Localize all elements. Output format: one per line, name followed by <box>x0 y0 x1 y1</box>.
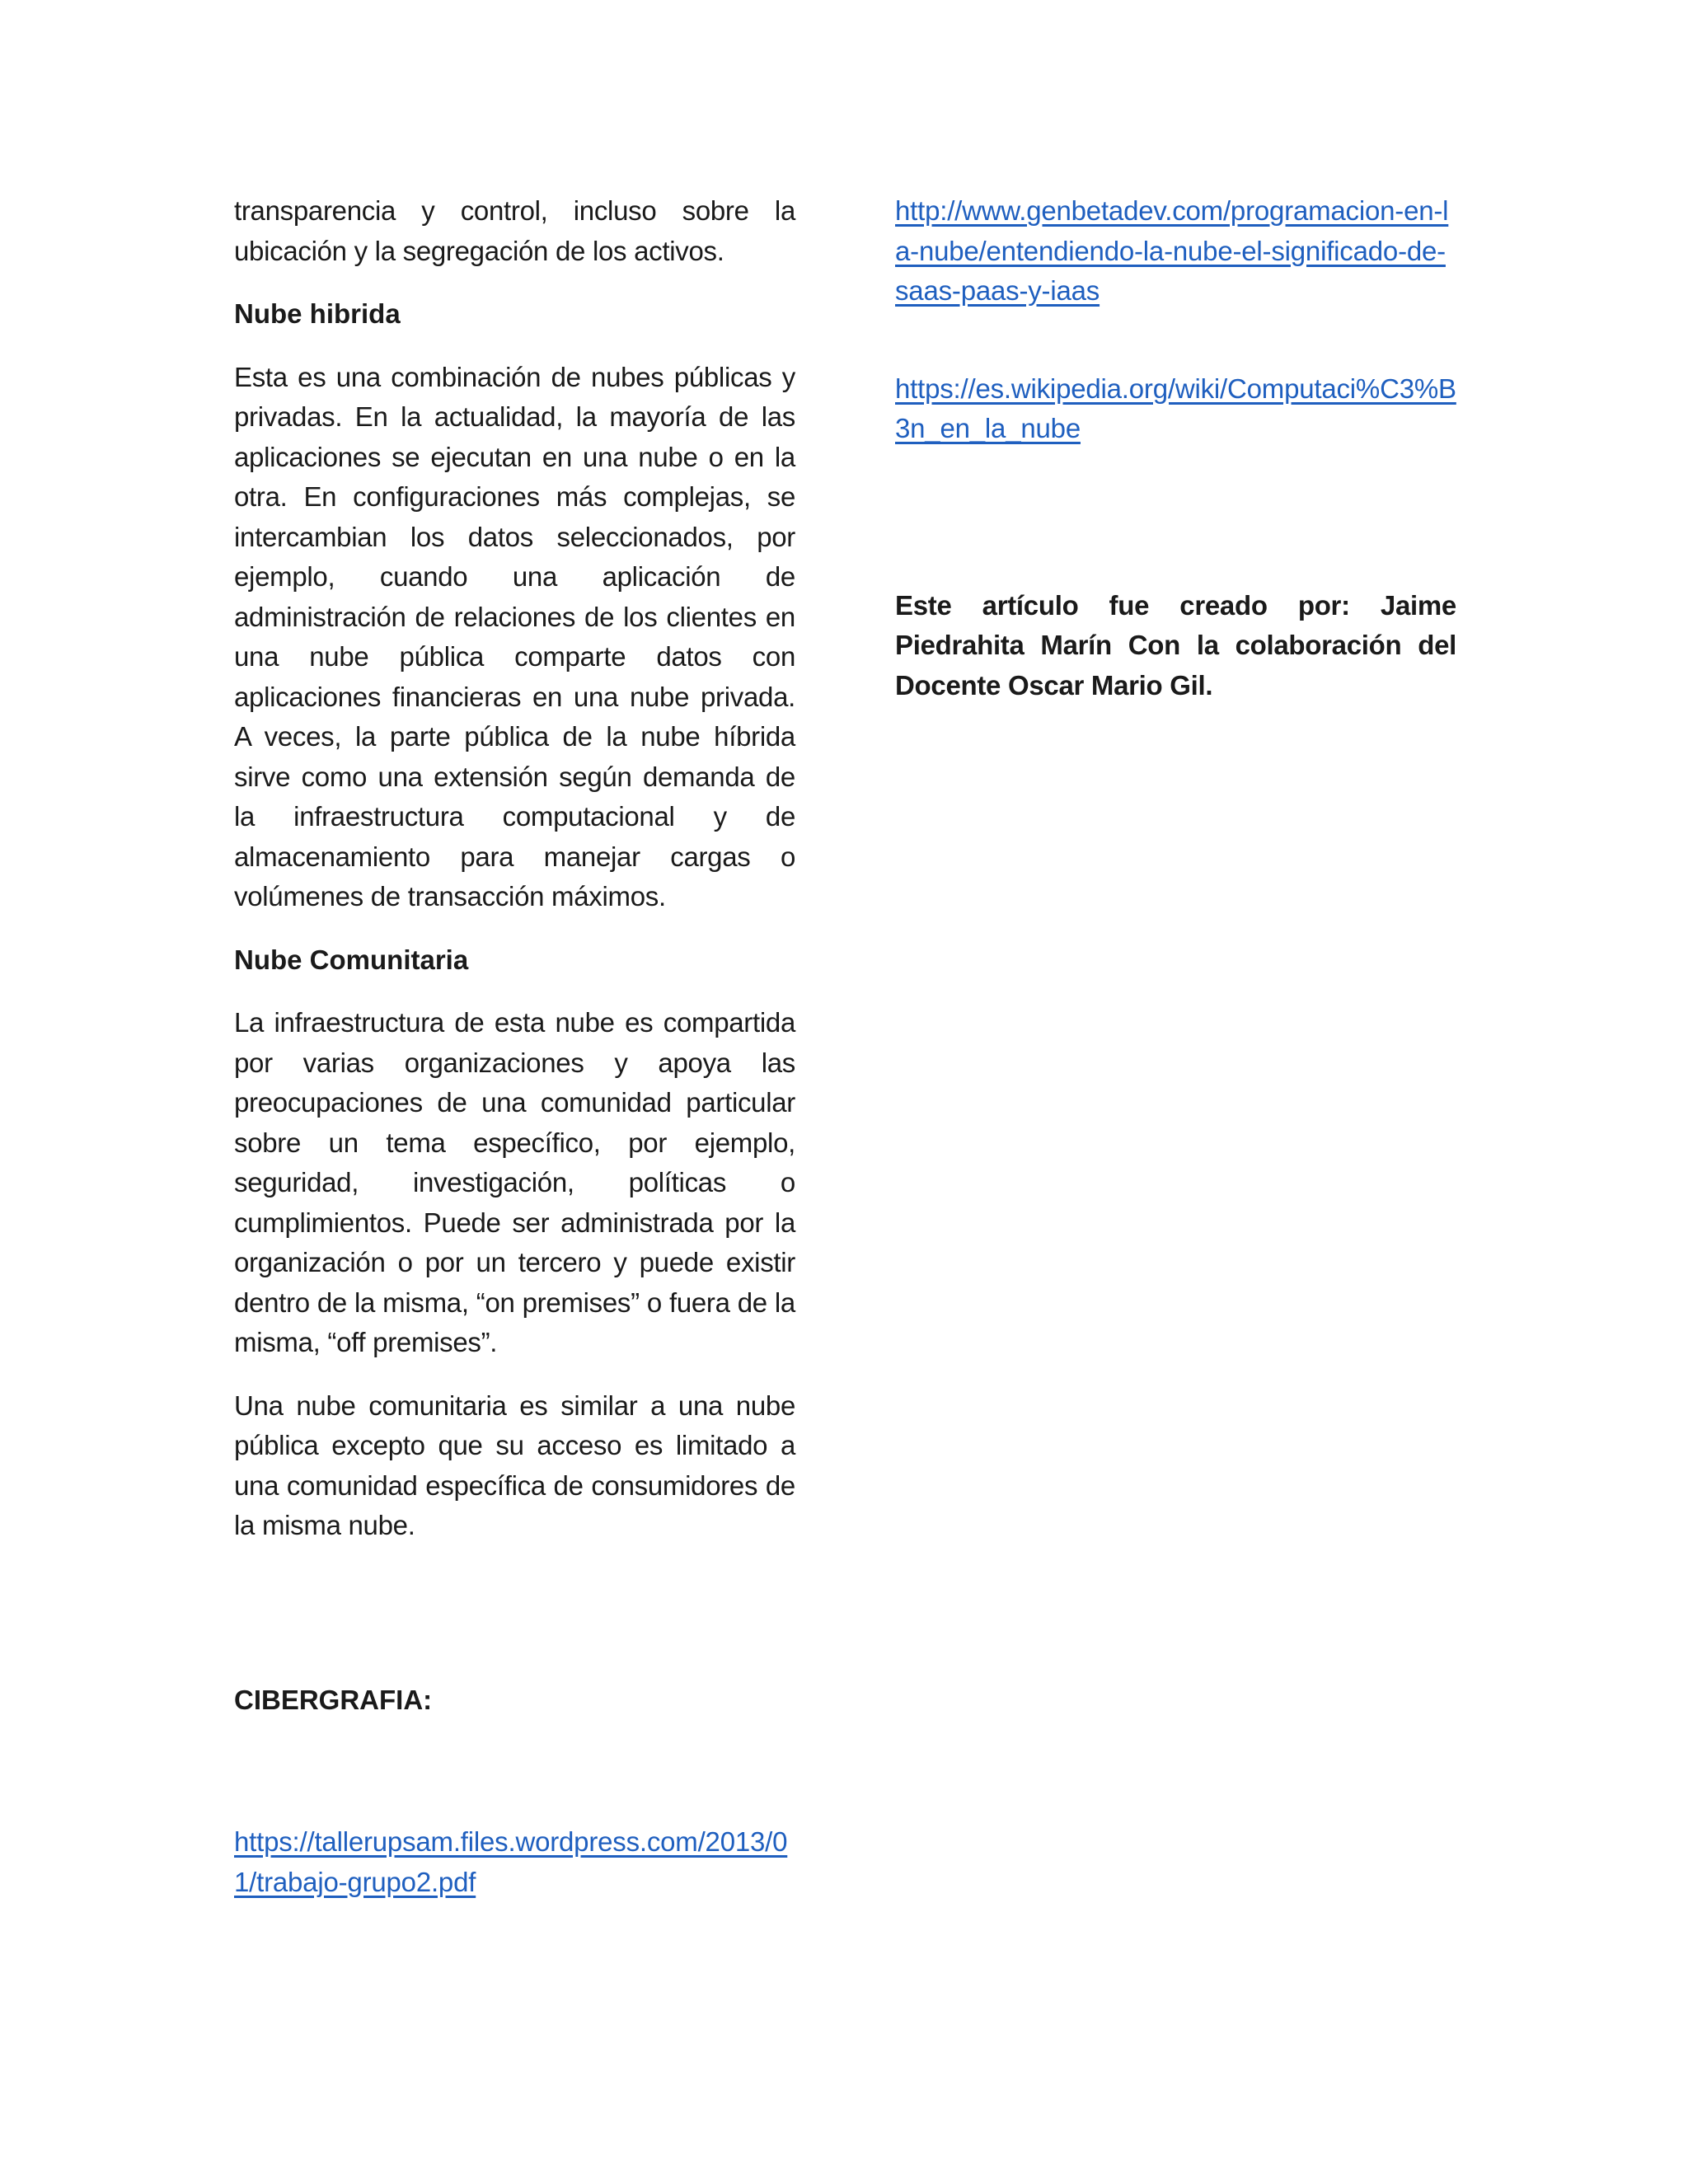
continued-paragraph: transparencia y control, incluso sobre la ubicación y la segregación de los activos. <box>234 195 795 266</box>
left-column <box>234 191 795 1902</box>
right-column <box>895 191 1456 705</box>
spacer <box>895 312 1456 369</box>
reference-link-wikipedia[interactable]: https://es.wikipedia.org/wiki/Computaci%C3%B3n_en_la_nube <box>895 373 1456 443</box>
community-cloud-paragraph-1: La infraestructura de esta nube es compartida por varias organizaciones y apoya las preocupaciones de una comunidad particular sobre un tema específico, por ejemplo, seguridad, investigación, políticas o cumplimientos. Puede ser administrada por la organización o por un tercero y puede existir dentro de la misma, “on premises” o fuera de la misma, “off premises”. <box>234 1007 795 1357</box>
spacer <box>234 1569 795 1680</box>
author-credits: Este artículo fue creado por: Jaime Piedrahita Marín Con la colaboración del Docente Oscar Mario Gil. <box>895 589 1456 701</box>
cibergrafia-heading: CIBERGRAFIA: <box>234 1684 433 1715</box>
spacer <box>895 449 1456 586</box>
hybrid-cloud-paragraph: Esta es una combinación de nubes públicas y privadas. En la actualidad, la mayoría de las aplicaciones se ejecutan en una nube o en la otra. En configuraciones más complejas, se intercambian los datos seleccionados, por ejemplo, cuando una aplicación de administración de relaciones de los clientes en una nube pública comparte datos con aplicaciones financieras en una nube privada. A veces, la parte pública de la nube híbrida sirve como una extensión según demanda de la infraestructura computacional y de almacenamiento para manejar cargas o volúmenes de transacción máximos. <box>234 361 795 912</box>
community-cloud-paragraph-2: Una nube comunitaria es similar a una nube pública excepto que su acceso es limitado a una comunidad específica de consumidores de la misma nube. <box>234 1390 795 1540</box>
community-cloud-heading: Nube Comunitaria <box>234 944 469 975</box>
reference-link-genbetadev[interactable]: http://www.genbetadev.com/programacion-en-la-nube/entendiendo-la-nube-el-significado-de-saas-paas-y-iaas <box>895 195 1449 306</box>
hybrid-cloud-heading: Nube hibrida <box>234 298 401 329</box>
reference-link-tallerupsam[interactable]: https://tallerupsam.files.wordpress.com/2013/01/trabajo-grupo2.pdf <box>234 1826 788 1897</box>
spacer <box>234 1743 795 1822</box>
